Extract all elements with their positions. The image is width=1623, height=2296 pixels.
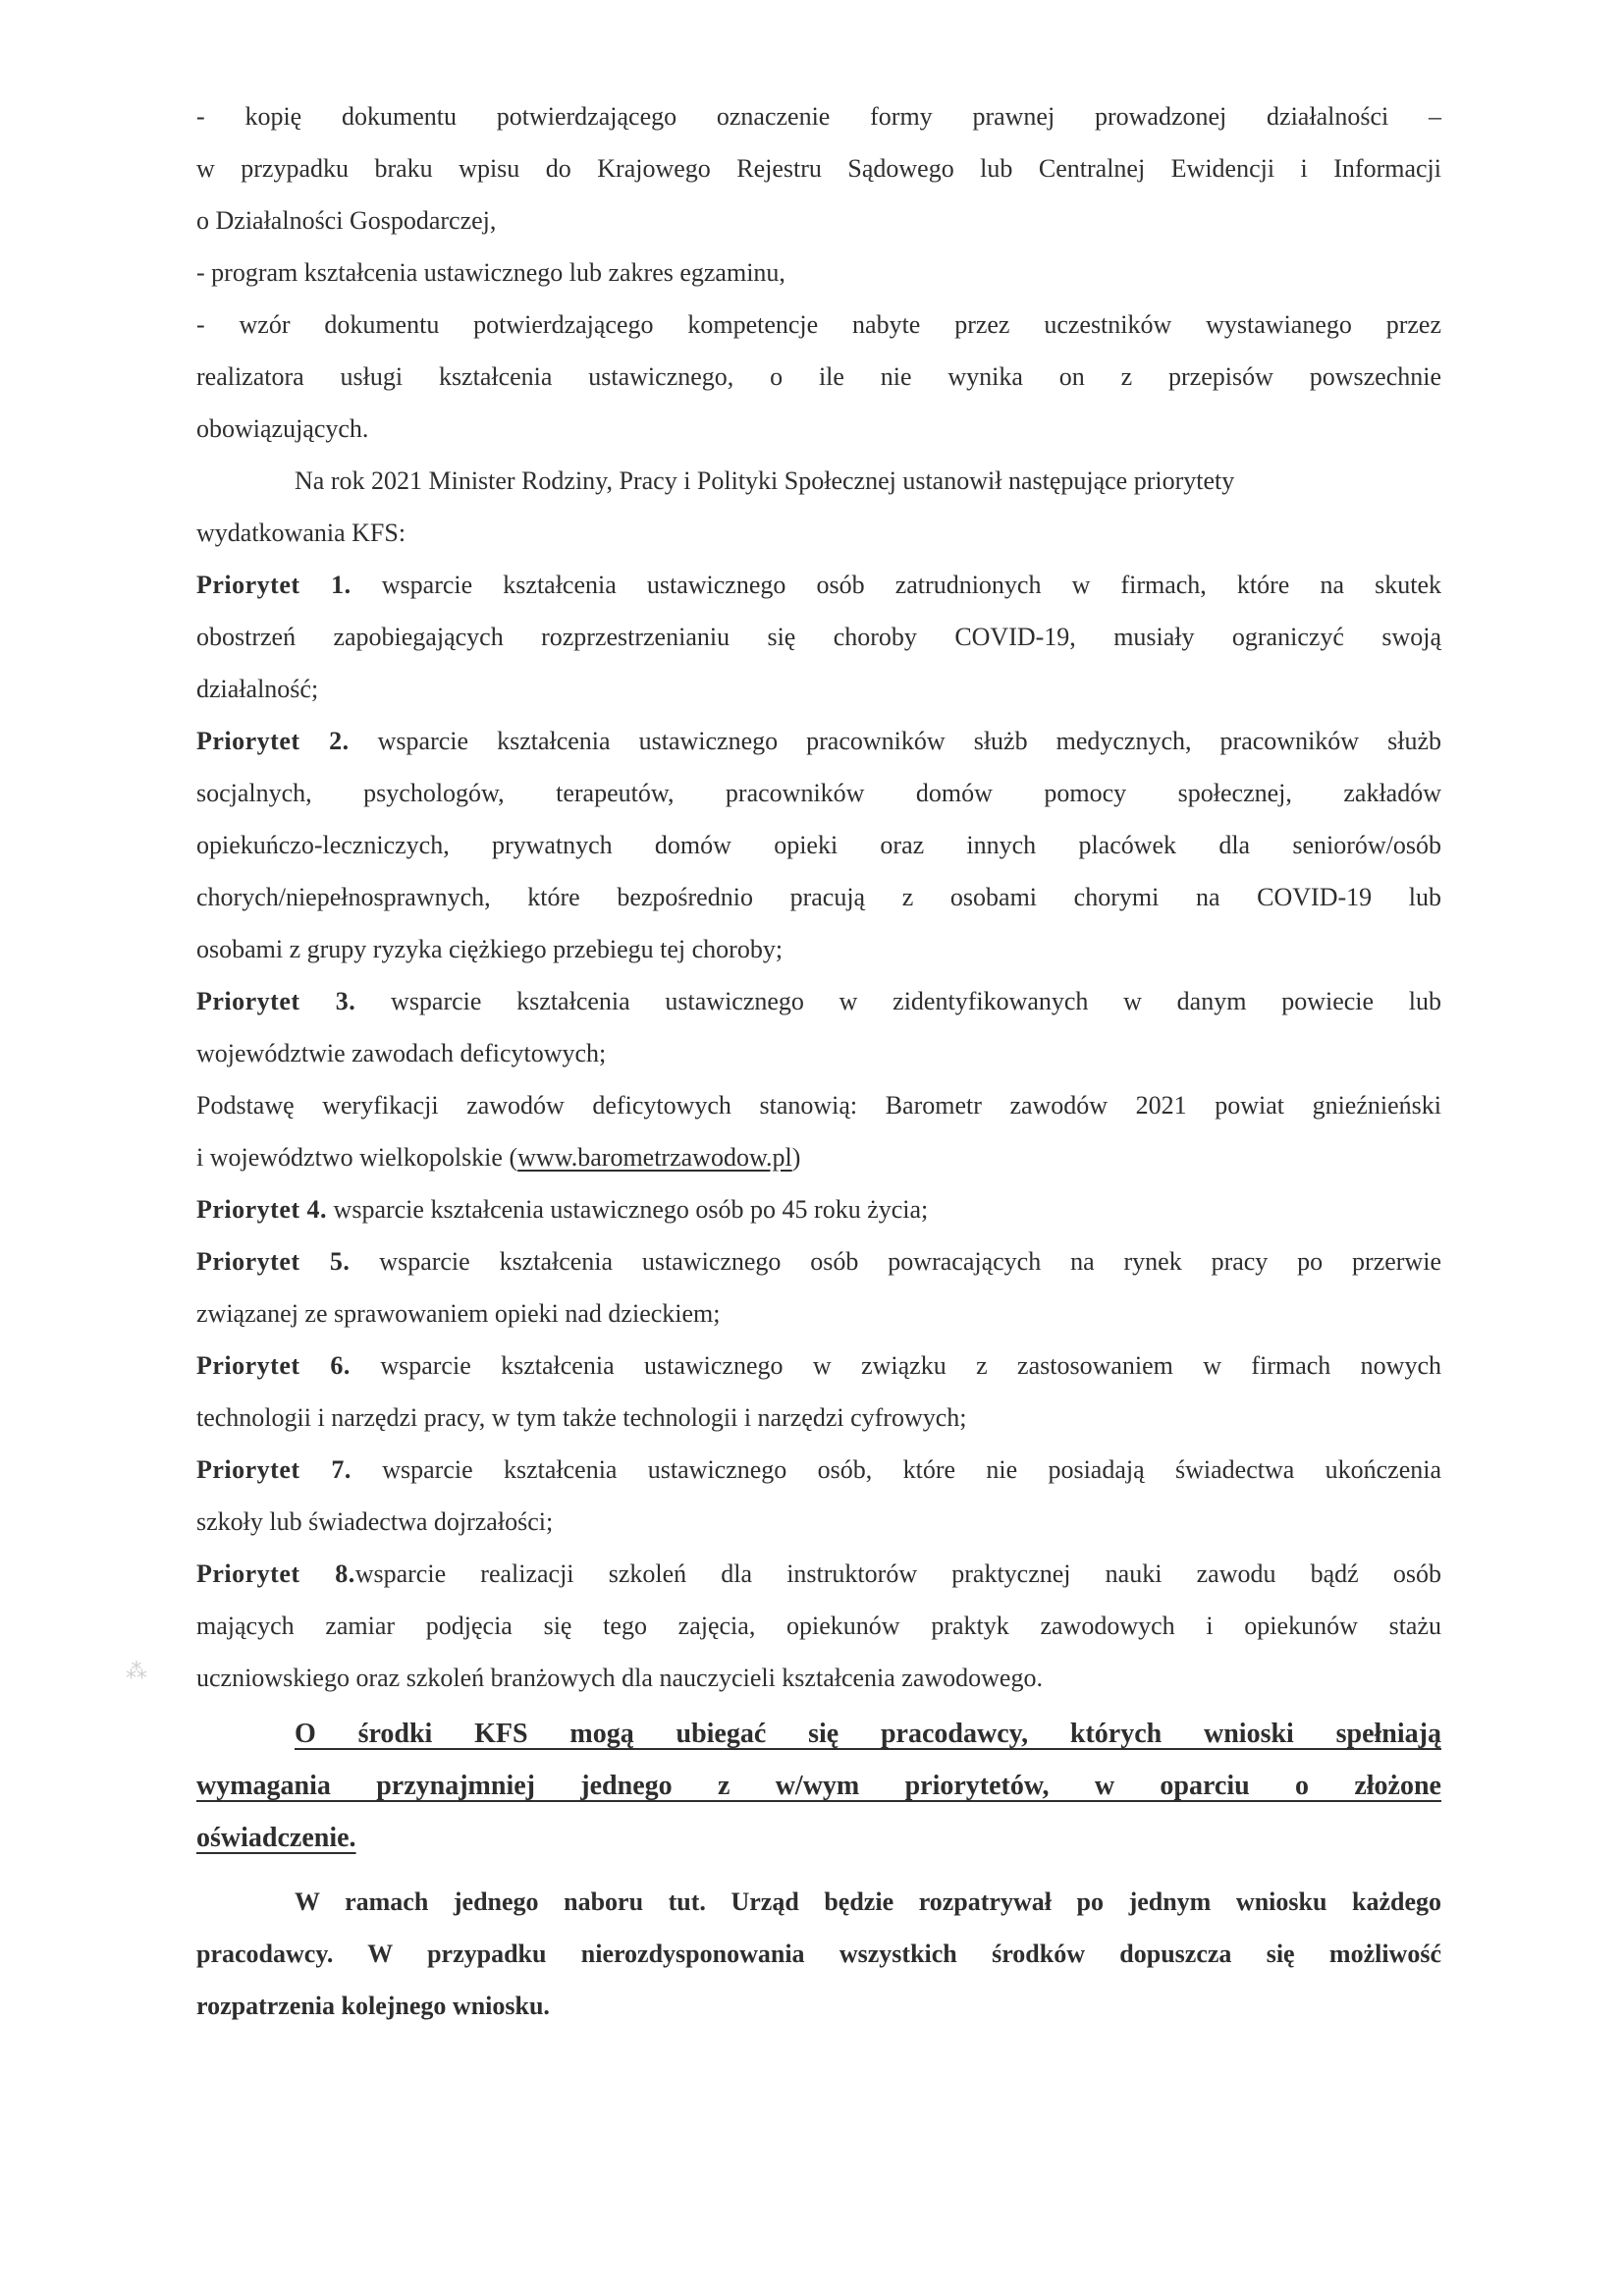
notice-line-2: wymagania przynajmniej jednego z w/wym priorytetów, w oparciu o złożone — [196, 1771, 1441, 1801]
spacer — [196, 1864, 1441, 1876]
document-page — [196, 90, 1441, 2032]
priority-5-text: wsparcie kształcenia ustawicznego osób powracających na rynek pracy po przerwie — [350, 1247, 1441, 1276]
priority-8 — [196, 1548, 1441, 1600]
priority-1-end: działalność; — [196, 675, 319, 703]
scan-speck-mark: ⁂ — [126, 1660, 147, 1684]
priority-7-end: szkoły lub świadectwa dojrzałości; — [196, 1507, 554, 1536]
list-item-legal-form-end: o Działalności Gospodarczej, — [196, 206, 497, 235]
final-paragraph-line-1: W ramach jednego naboru tut. Urząd będzie rozpatrywał po jednym wniosku każdego — [295, 1887, 1441, 1916]
priority-8-cont: mających zamiar podjęcia się tego zajęcia, opiekunów praktyk zawodowych i opiekunów stażu — [196, 1612, 1441, 1640]
priority-2-cont-1: socjalnych, psychologów, terapeutów, pracowników domów pomocy społecznej, zakładów — [196, 779, 1441, 807]
priority-4 — [196, 1183, 1441, 1235]
priority-2-cont-2: opiekuńczo-leczniczych, prywatnych domów opieki oraz innych placówek dla seniorów/osób — [196, 831, 1441, 859]
priority-5 — [196, 1235, 1441, 1287]
priority-8-text: wsparcie realizacji szkoleń dla instruktorów praktycznej nauki zawodu bądź osób — [354, 1559, 1441, 1588]
priority-4-label: Priorytet 4. — [196, 1195, 328, 1224]
priority-3-text: wsparcie kształcenia ustawicznego w zidentyfikowanych w danym powiecie lub — [355, 987, 1441, 1015]
priority-7-label: Priorytet 7. — [196, 1455, 352, 1484]
list-item-certificate: - wzór dokumentu potwierdzającego kompetencje nabyte przez uczestników wystawianego przez — [196, 310, 1441, 339]
priority-5-label: Priorytet 5. — [196, 1247, 351, 1276]
priority-2-cont-3: chorych/niepełnosprawnych, które bezpośrednio pracują z osobami chorymi na COVID-19 lub — [196, 883, 1441, 911]
priority-7-text: wsparcie kształcenia ustawicznego osób, które nie posiadają świadectwa ukończenia — [351, 1455, 1441, 1484]
list-item-program: - program kształcenia ustawicznego lub zakres egzaminu, — [196, 258, 785, 287]
priority-3-cont: województwie zawodach deficytowych; — [196, 1039, 607, 1067]
priority-2-end: osobami z grupy ryzyka ciężkiego przebiegu tej choroby; — [196, 935, 784, 963]
priority-3-basis-prefix: i województwo wielkopolskie ( — [196, 1143, 518, 1172]
priority-8-end: uczniowskiego oraz szkoleń branżowych dla nauczycieli kształcenia zawodowego. — [196, 1664, 1043, 1692]
priority-3 — [196, 975, 1441, 1027]
priority-7 — [196, 1444, 1441, 1496]
priority-3-basis-suffix: ) — [791, 1143, 801, 1172]
notice-line-3: oświadczenie. — [196, 1823, 356, 1853]
priority-2-label: Priorytet 2. — [196, 727, 350, 755]
list-item-certificate-end: obowiązujących. — [196, 414, 369, 443]
final-paragraph-line-2: pracodawcy. W przypadku nierozdysponowania wszystkich środków dopuszcza się możliwość — [196, 1940, 1441, 1968]
final-paragraph-line-3: rozpatrzenia kolejnego wniosku. — [196, 1992, 550, 2020]
list-item-legal-form: - kopię dokumentu potwierdzającego oznaczenie formy prawnej prowadzonej działalności – — [196, 102, 1441, 131]
priority-4-text: wsparcie kształcenia ustawicznego osób po 45 roku życia; — [327, 1195, 929, 1224]
priority-2 — [196, 715, 1441, 767]
priority-1-text: wsparcie kształcenia ustawicznego osób zatrudnionych w firmach, które na skutek — [351, 571, 1441, 599]
priority-6-end: technologii i narzędzi pracy, w tym także technologii i narzędzi cyfrowych; — [196, 1403, 967, 1432]
priority-5-end: związanej ze sprawowaniem opieki nad dzieckiem; — [196, 1299, 721, 1328]
priority-3-basis-end — [196, 1131, 1441, 1183]
priority-3-basis: Podstawę weryfikacji zawodów deficytowych stanowią: Barometr zawodów 2021 powiat gnieźnieński — [196, 1091, 1441, 1120]
minister-intro-end: wydatkowania KFS: — [196, 519, 406, 547]
minister-intro: Na rok 2021 Minister Rodziny, Pracy i Polityki Społecznej ustanowił następujące priorytety — [295, 466, 1235, 495]
priority-1-label: Priorytet 1. — [196, 571, 352, 599]
list-item-legal-form-cont: w przypadku braku wpisu do Krajowego Rejestru Sądowego lub Centralnej Ewidencji i Informacji — [196, 154, 1441, 183]
barometr-link[interactable]: www.barometrzawodow.pl — [517, 1143, 792, 1172]
priority-6 — [196, 1339, 1441, 1392]
list-item-certificate-cont: realizatora usługi kształcenia ustawicznego, o ile nie wynika on z przepisów powszechnie — [196, 362, 1441, 391]
priority-6-label: Priorytet 6. — [196, 1351, 351, 1380]
notice-line-1: O środki KFS mogą ubiegać się pracodawcy, których wnioski spełniają — [295, 1719, 1441, 1749]
priority-8-label: Priorytet 8. — [196, 1559, 355, 1588]
priority-6-text: wsparcie kształcenia ustawicznego w związku z zastosowaniem w firmach nowych — [350, 1351, 1441, 1380]
priority-1-cont: obostrzeń zapobiegających rozprzestrzenianiu się choroby COVID-19, musiały ograniczyć swoją — [196, 623, 1441, 651]
priority-3-label: Priorytet 3. — [196, 987, 356, 1015]
priority-1 — [196, 559, 1441, 611]
priority-2-text: wsparcie kształcenia ustawicznego pracowników służb medycznych, pracowników służb — [349, 727, 1441, 755]
